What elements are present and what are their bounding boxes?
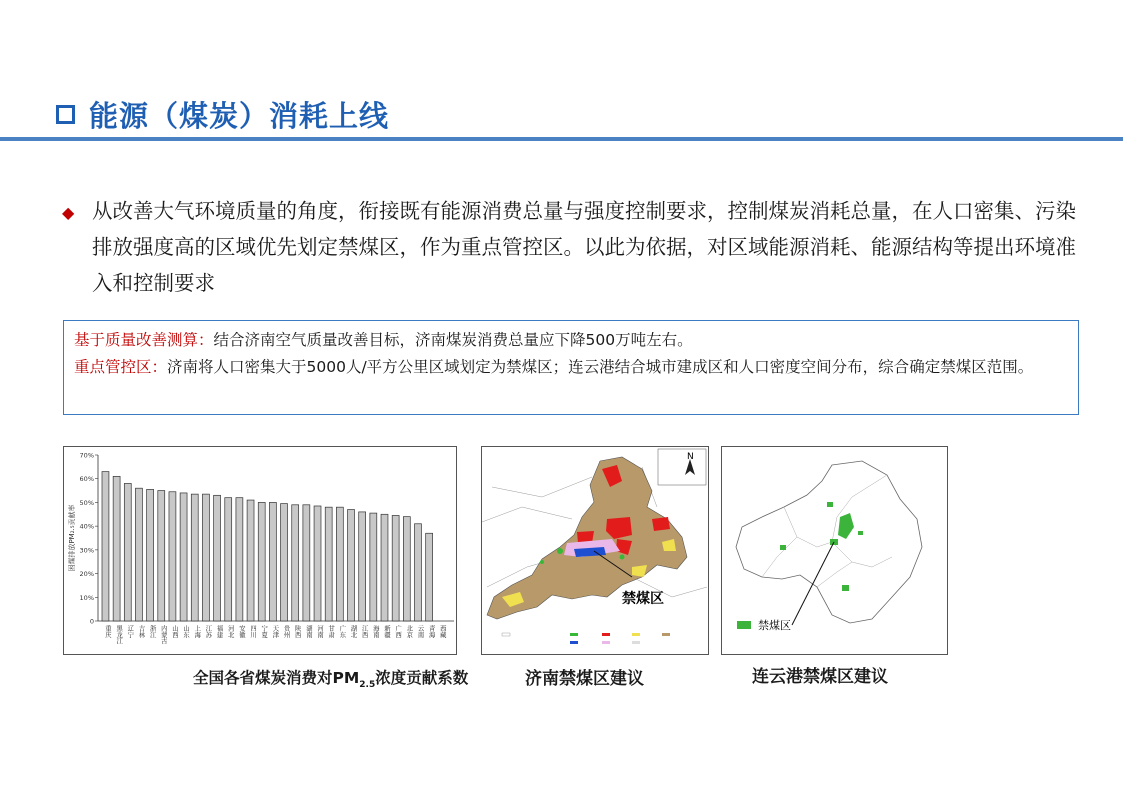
bar-广东 <box>336 507 343 621</box>
lianyungang-outline <box>736 461 922 623</box>
north-label: N <box>687 452 694 462</box>
y-tick-label: 40% <box>79 522 94 531</box>
x-tick-label: 四川 <box>249 625 257 638</box>
jinan-caption: 济南禁煤区建议 <box>525 669 644 689</box>
jinan-legend <box>502 633 670 644</box>
jinan-map <box>482 447 708 654</box>
x-tick-label: 上海 <box>193 625 201 638</box>
bar-湖南 <box>303 505 310 621</box>
x-tick-label: 陕西 <box>293 625 301 638</box>
x-tick-label: 广西 <box>394 625 402 638</box>
x-tick-label: 河南 <box>316 625 324 638</box>
y-axis-label: 困煤排放PM₂.₅贡献率 <box>68 504 76 572</box>
note-box <box>63 320 1079 415</box>
bar-江苏 <box>202 494 209 621</box>
y-tick-label: 30% <box>79 546 94 555</box>
bar-甘肃 <box>325 507 332 621</box>
diamond-bullet-icon: ◆ <box>62 203 75 222</box>
y-tick-label: 0 <box>89 617 94 626</box>
lianyungang-map-figure <box>721 446 948 655</box>
x-tick-label: 湖北 <box>349 625 357 638</box>
bar-上海 <box>191 494 198 621</box>
bullet-paragraph <box>62 193 1082 301</box>
x-tick-label: 湖南 <box>304 625 312 638</box>
bar-海南 <box>370 513 377 621</box>
bar-chart <box>64 447 456 654</box>
x-tick-label: 云南 <box>416 625 424 638</box>
bar-天津 <box>269 502 276 621</box>
jinan-zone-label: 禁煤区 <box>622 591 664 607</box>
note-line-2 <box>74 354 1068 381</box>
bar-青海 <box>426 533 433 621</box>
bar-重庆 <box>102 472 109 621</box>
x-tick-label: 浙江 <box>148 625 156 638</box>
page-title <box>56 94 389 135</box>
bar-chart-figure <box>63 446 457 655</box>
bar-安徽 <box>236 498 243 621</box>
chart-caption-tail: 浓度贡献系数 <box>375 669 469 687</box>
bar-河南 <box>314 506 321 621</box>
x-tick-label: 内蒙古 <box>159 625 167 644</box>
bar-云南 <box>415 524 422 621</box>
x-tick-label: 西藏 <box>438 625 446 638</box>
bar-贵州 <box>281 504 288 621</box>
x-tick-label: 福建 <box>215 625 223 638</box>
lianyungang-caption: 连云港禁煤区建议 <box>752 667 888 687</box>
lianyungang-map <box>722 447 947 654</box>
x-tick-label: 广东 <box>338 625 346 638</box>
note-text-quality: 结合济南空气质量改善目标，济南煤炭消费总量应下降500万吨左右。 <box>213 331 693 349</box>
bar-陕西 <box>292 505 299 621</box>
chart-caption-main: 全国各省煤炭消费对PM <box>193 669 360 687</box>
y-tick-label: 10% <box>79 593 94 602</box>
checkbox-square-icon <box>56 105 75 124</box>
title-divider <box>0 137 1123 141</box>
x-tick-label: 辽宁 <box>126 625 134 638</box>
bar-江西 <box>359 512 366 621</box>
y-tick-label: 70% <box>79 451 94 460</box>
y-tick-label: 20% <box>79 570 94 579</box>
y-tick-label: 50% <box>79 498 94 507</box>
bar-河北 <box>225 498 232 621</box>
x-tick-label: 安徽 <box>237 625 245 638</box>
bar-山西 <box>169 492 176 621</box>
title-text: 能源（煤炭）消耗上线 <box>89 99 390 133</box>
bar-北京 <box>403 517 410 621</box>
bar-辽宁 <box>124 483 131 621</box>
x-tick-label: 吉林 <box>137 625 145 638</box>
bar-四川 <box>247 500 254 621</box>
x-tick-label: 贵州 <box>282 625 290 638</box>
x-tick-label: 天津 <box>271 625 279 638</box>
x-tick-label: 江苏 <box>204 625 212 638</box>
x-tick-label: 江西 <box>360 625 368 638</box>
note-text-control: 济南将人口密集大于5000人/平方公里区域划定为禁煤区；连云港结合城市建成区和人口密度空间分布，综合确定禁煤区范围。 <box>167 358 1034 376</box>
bar-新疆 <box>381 514 388 621</box>
bar-福建 <box>214 495 221 621</box>
bar-广西 <box>392 515 399 621</box>
x-tick-label: 海南 <box>371 625 379 638</box>
bar-吉林 <box>135 488 142 621</box>
x-tick-label: 河北 <box>226 625 234 638</box>
bar-湖北 <box>348 510 355 621</box>
note-label-control: 重点管控区： <box>74 358 168 376</box>
x-tick-label: 北京 <box>405 625 413 638</box>
bar-宁夏 <box>258 502 265 621</box>
chart-caption-sub: 2.5 <box>359 680 376 691</box>
north-arrow-icon <box>658 449 706 485</box>
x-tick-label: 甘肃 <box>327 625 335 638</box>
bar-山东 <box>180 493 187 621</box>
x-tick-label: 山东 <box>182 625 190 638</box>
chart-caption <box>193 666 468 690</box>
y-tick-label: 60% <box>79 475 94 484</box>
legend-swatch-icon <box>737 621 751 629</box>
bar-黑龙江 <box>113 476 120 621</box>
x-tick-label: 青海 <box>427 625 435 638</box>
bar-内蒙古 <box>158 491 165 621</box>
lianyungang-legend-label: 禁煤区 <box>758 619 791 632</box>
jinan-map-figure <box>481 446 709 655</box>
x-tick-label: 黑龙江 <box>115 625 123 644</box>
x-tick-label: 宁夏 <box>260 625 268 638</box>
x-tick-label: 新疆 <box>382 625 390 638</box>
x-tick-label: 山西 <box>170 625 178 638</box>
bar-浙江 <box>147 489 154 621</box>
bullet-text: 从改善大气环境质量的角度，衔接既有能源消费总量与强度控制要求，控制煤炭消耗总量，在人口密集、污染排放强度高的区域优先划定禁煤区，作为重点管控区。以此为依据，对区域能源消耗、能源结构等提出环境准入和控制要求 <box>92 199 1076 295</box>
x-tick-label: 重庆 <box>103 625 111 638</box>
note-label-quality: 基于质量改善测算： <box>74 331 214 349</box>
note-line-1 <box>74 327 1068 354</box>
